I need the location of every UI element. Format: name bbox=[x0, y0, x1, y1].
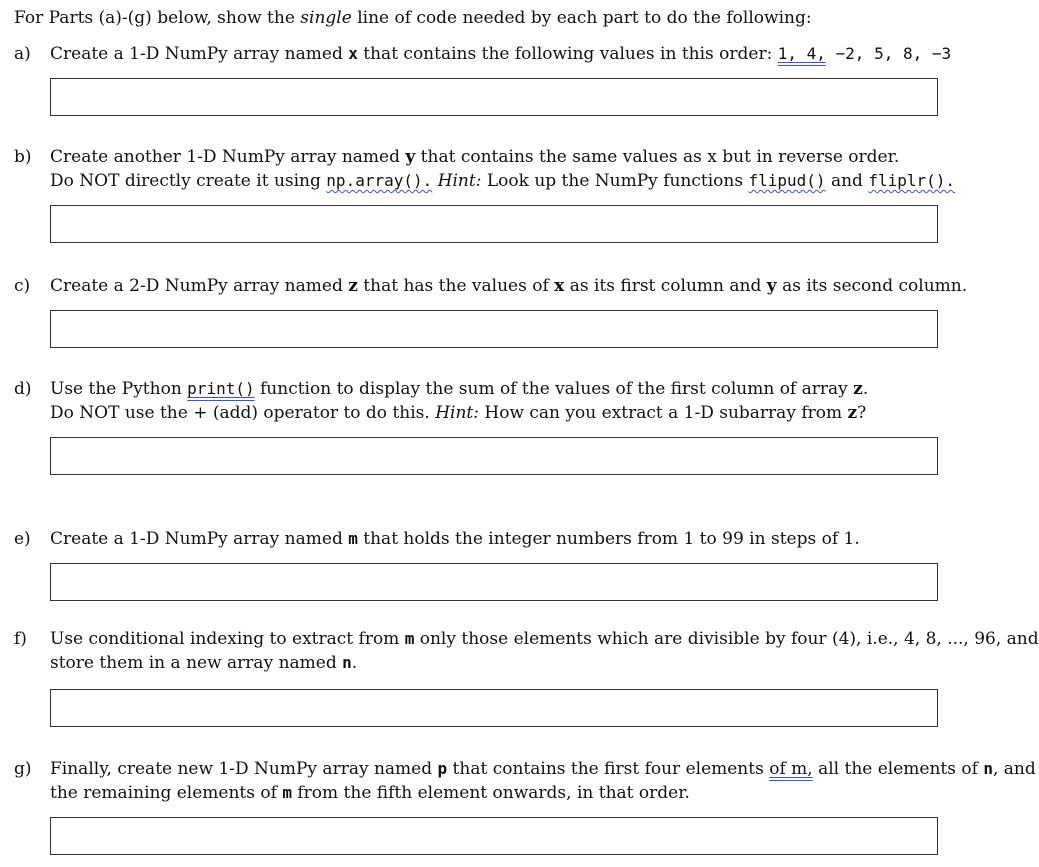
part-f bbox=[14, 627, 1039, 675]
answer-box-c[interactable] bbox=[50, 310, 938, 348]
answer-box-g[interactable] bbox=[50, 817, 938, 855]
answer-box-b[interactable] bbox=[50, 205, 938, 243]
part-f-prompt-line1: Use conditional indexing to extract from m only those elements which are divisible by four (4), i.e., 4, 8, ..., 96, and bbox=[50, 629, 1039, 649]
instructions-heading bbox=[14, 7, 1009, 29]
part-e-prompt: Create a 1-D NumPy array named m that holds the integer numbers from 1 to 99 in steps of 1. bbox=[50, 529, 860, 549]
var-z: z bbox=[348, 276, 358, 296]
part-f-letter: f) bbox=[14, 629, 27, 649]
values-first: 1, 4, bbox=[777, 44, 826, 63]
var-x: x bbox=[348, 44, 358, 63]
part-e bbox=[14, 527, 1009, 551]
part-d-letter: d) bbox=[14, 379, 32, 399]
part-d-prompt-line2: Do NOT use the + (add) operator to do this. Hint: How can you extract a 1-D subarray from z? bbox=[50, 403, 867, 423]
part-a-letter: a) bbox=[14, 44, 31, 64]
intro-text-after: line of code needed by each part to do the following: bbox=[351, 8, 812, 28]
part-a bbox=[14, 42, 1009, 66]
answer-box-a[interactable] bbox=[50, 78, 938, 116]
var-y: y bbox=[405, 147, 416, 167]
code-fliplr: fliplr(). bbox=[868, 171, 956, 190]
part-d-prompt-line1: Use the Python print() function to display the sum of the values of the first column of array z. bbox=[50, 379, 869, 399]
part-c bbox=[14, 274, 1009, 298]
var-n: n bbox=[342, 653, 352, 672]
part-g bbox=[14, 757, 1036, 805]
part-b-letter: b) bbox=[14, 147, 32, 167]
values-rest: −2, 5, 8, −3 bbox=[825, 44, 952, 63]
part-a-prompt: Create a 1-D NumPy array named x that contains the following values in this order: 1, 4, −2, 5, 8, −3 bbox=[50, 44, 952, 64]
part-c-prompt: Create a 2-D NumPy array named z that has the values of x as its first column and y as its second column. bbox=[50, 276, 968, 296]
part-g-prompt-line1: Finally, create new 1-D NumPy array named p that contains the first four elements of m, all the elements of n, and bbox=[50, 759, 1036, 779]
answer-box-e[interactable] bbox=[50, 563, 938, 601]
intro-text-italic: single bbox=[300, 8, 352, 28]
part-b-prompt-line2: Do NOT directly create it using np.array(). Hint: Look up the NumPy functions flipud() and fliplr(). bbox=[50, 171, 956, 191]
part-b bbox=[14, 145, 1009, 193]
part-c-letter: c) bbox=[14, 276, 31, 296]
code-np-array: np.array(). bbox=[326, 171, 433, 190]
var-m: m bbox=[348, 529, 358, 548]
part-e-letter: e) bbox=[14, 529, 31, 549]
intro-text-before: For Parts (a)-(g) below, show the bbox=[14, 8, 301, 28]
answer-box-d[interactable] bbox=[50, 437, 938, 475]
part-b-prompt-line1: Create another 1-D NumPy array named y that contains the same values as x but in reverse order. bbox=[50, 147, 900, 167]
part-g-letter: g) bbox=[14, 759, 32, 779]
code-flipud: flipud() bbox=[748, 171, 826, 190]
answer-box-f[interactable] bbox=[50, 689, 938, 727]
part-g-prompt-line2: the remaining elements of m from the fifth element onwards, in that order. bbox=[50, 783, 690, 803]
var-p: p bbox=[437, 759, 448, 778]
part-d bbox=[14, 377, 1009, 425]
code-print: print() bbox=[187, 379, 255, 398]
part-f-prompt-line2: store them in a new array named n. bbox=[50, 653, 358, 673]
